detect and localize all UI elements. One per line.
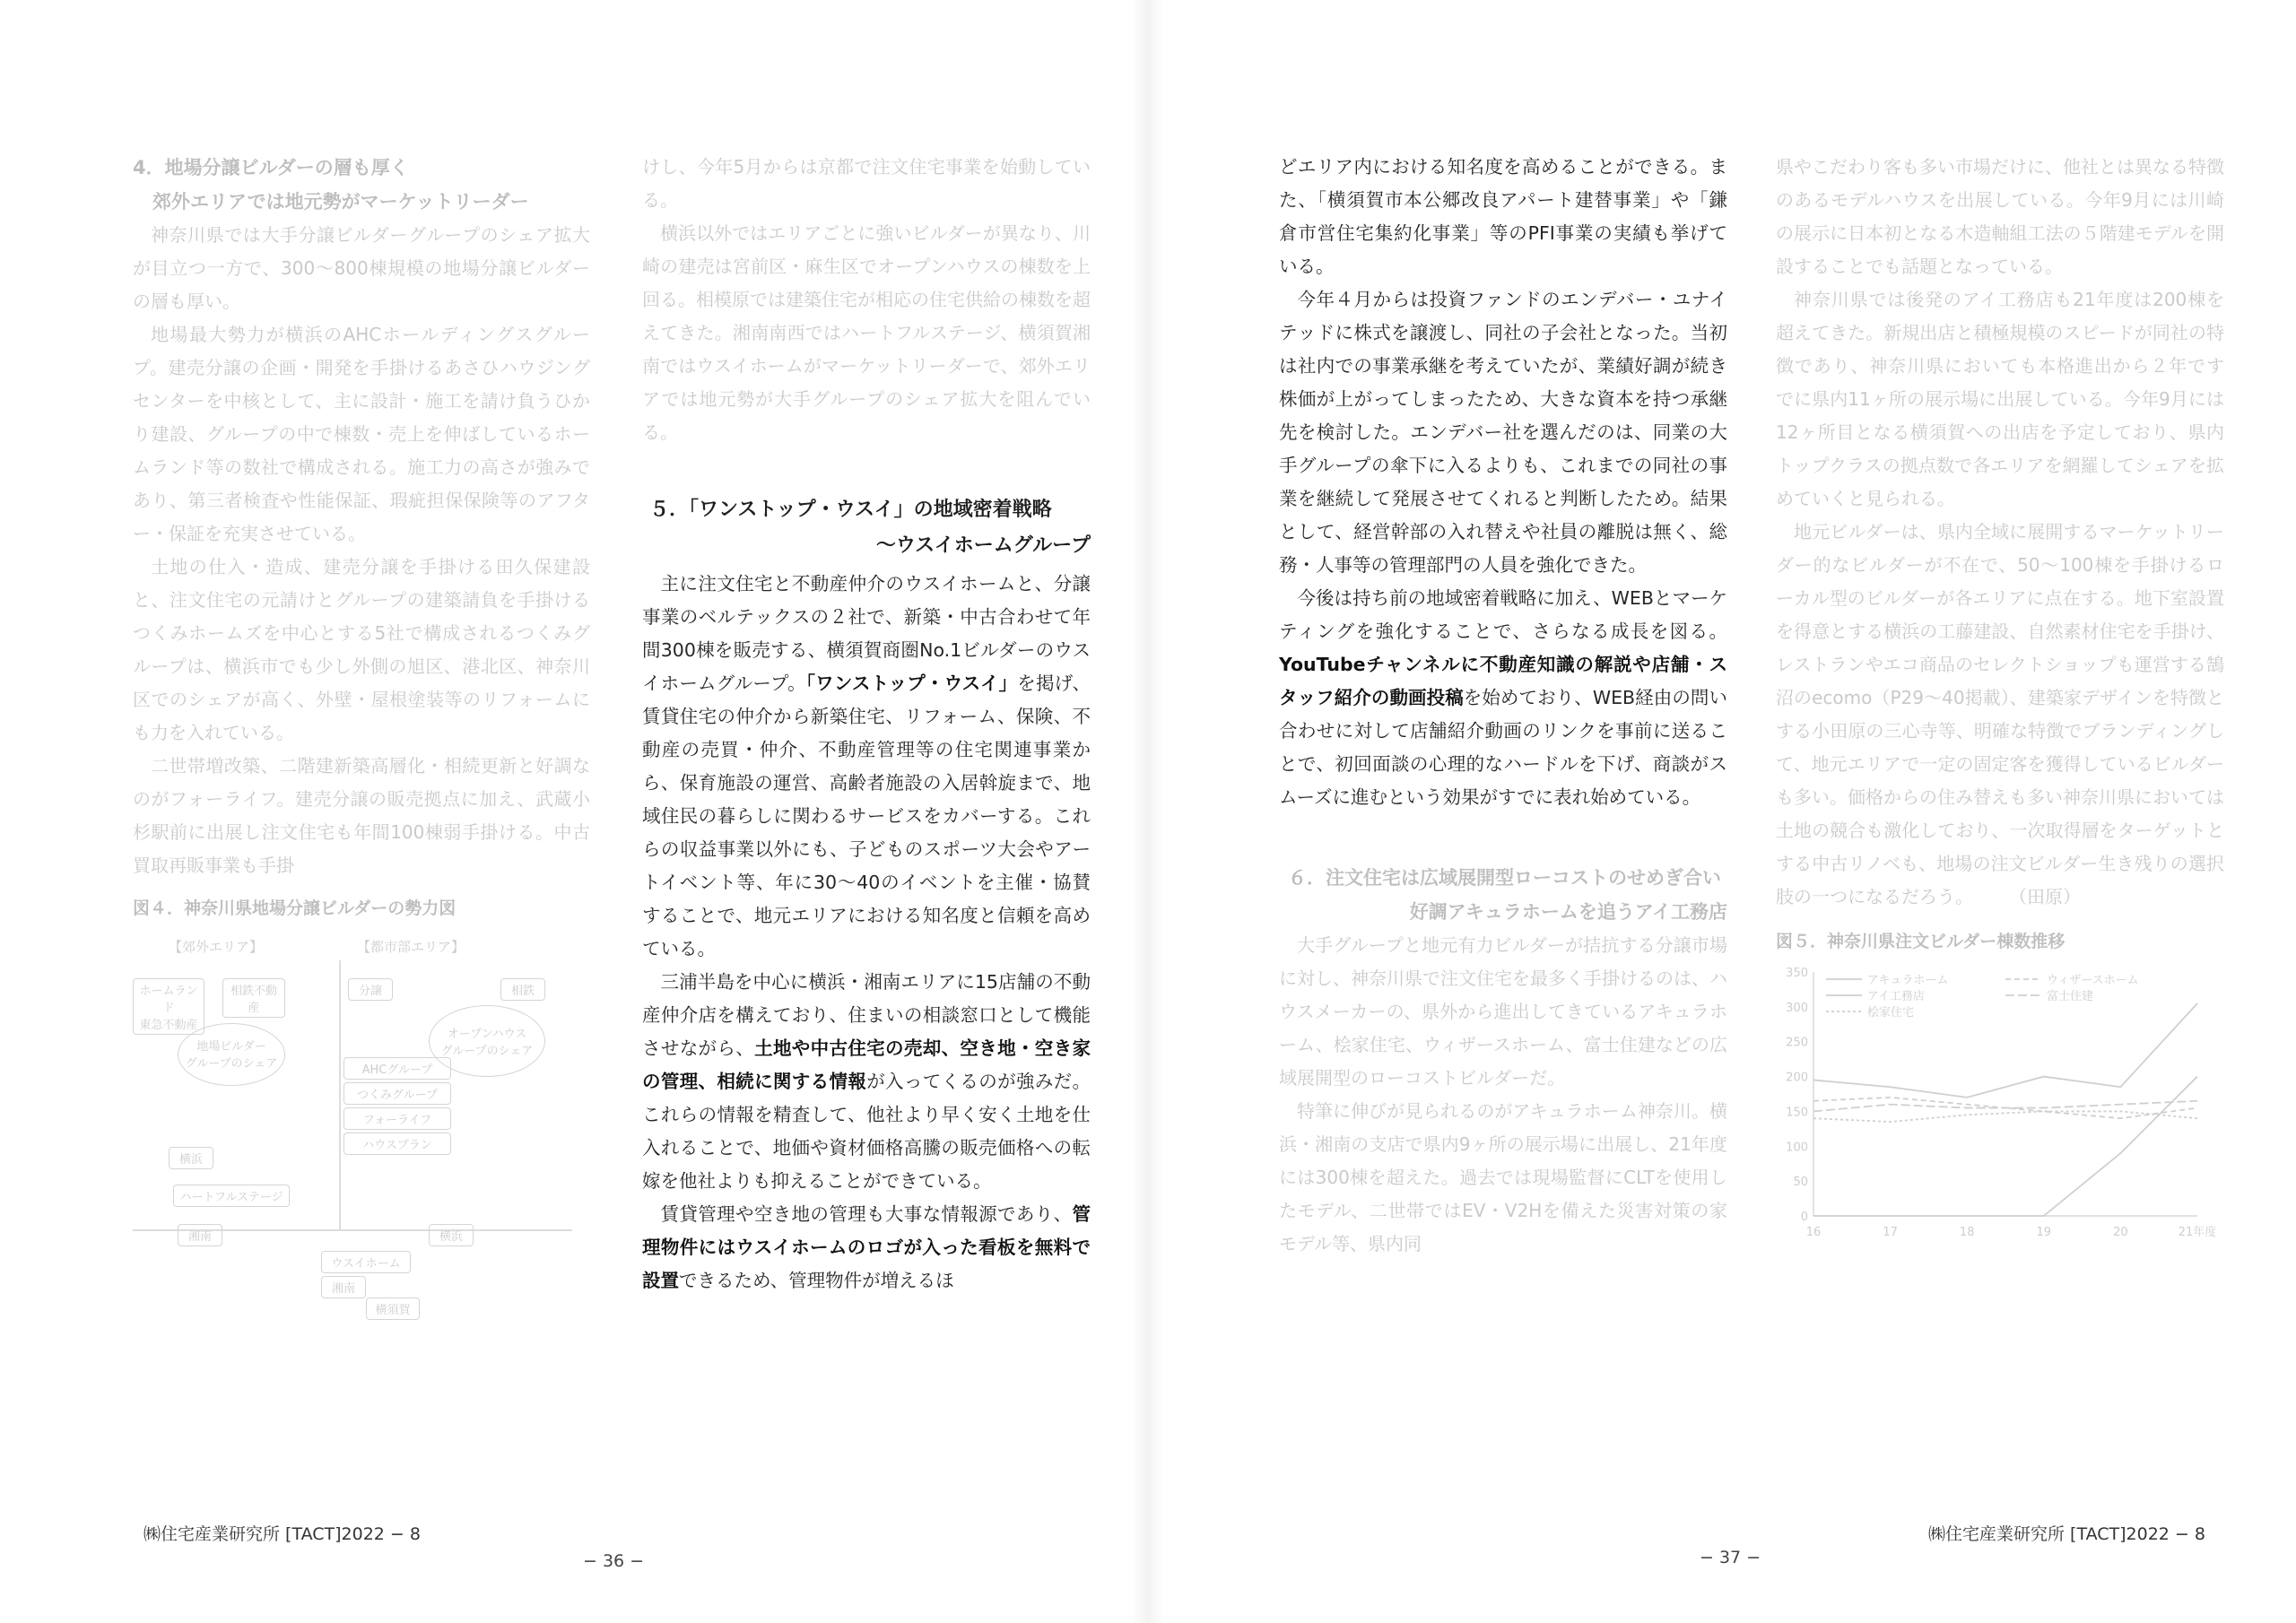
- paragraph: 県やこだわり客も多い市場だけに、他社とは異なる特徴のあるモデルハウスを出展している。今年9月には川崎の展示に日本初となる木造軸組工法の５階建モデルを開設することでも話題となっている。: [1776, 156, 2224, 277]
- left-col-1: [133, 151, 590, 1319]
- x-tick-label: 16: [1805, 1226, 1822, 1239]
- diagram-oval: オープンハウス グループのシェア: [429, 1005, 545, 1077]
- paragraph: 土地の仕入・造成、建売分譲を手掛ける田久保建設と、注文住宅の元請けとグループの建築請負を手掛けるつくみホームズを中心とする5社で構成されるつくみグループは、横浜市でも少し外側の旭区、港北区、神奈川区でのシェアが高く、外壁・屋根塗装等のリフォームにも力を入れている。: [133, 556, 590, 743]
- legend-label: アイ工務店: [1867, 990, 1925, 1003]
- diagram-box: フォーライフ: [344, 1107, 451, 1130]
- section-5-subtitle: 〜ウスイホームグループ: [875, 534, 1091, 557]
- paragraph: [1279, 582, 1727, 814]
- text-run: 三浦半島を中心に横浜・湘南エリアに15店舗の不動産仲介店を構えており、住まいの相談窓口として機能させながら、: [642, 971, 1091, 1059]
- diagram-box: 分譲: [348, 978, 393, 1001]
- section-5-title: ５．「ワンストップ・ウスイ」の地域密着戦略: [649, 499, 1052, 521]
- y-tick-label: 50: [1793, 1176, 1808, 1190]
- legend-label: 桧家住宅: [1867, 1006, 1915, 1020]
- left-col-2: [642, 151, 1091, 1298]
- y-tick-label: 200: [1786, 1071, 1808, 1085]
- series-line-4: [1813, 1101, 2197, 1112]
- x-tick-label: 18: [1959, 1226, 1975, 1239]
- diagram-box: 横須賀: [366, 1298, 420, 1320]
- text-run: 今後は持ち前の地域密着戦略に加え、WEBとマーケティングを強化することで、さらなる成長を図る。: [1279, 587, 1727, 642]
- figure-4-diagram: [133, 924, 581, 1319]
- text-run: 今年４月からは投資ファンドのエンデバー・ユナイテッドに株式を譲渡し、同社の子会社となった。当初は社内での事業承継を考えていたが、業績好調が続き株価が上がってしまったため、大きな資本を持つ承継先を検討した。エンデバー社を選んだのは、同業の大手グループの傘下に入るよりも、これまでの同社の事業を継続して発展させてくれると判断したため。結果として、経営幹部の入れ替えや社員の離脱は無く、総務・人事等の管理部門の人員を強化できた。: [1279, 289, 1727, 576]
- diagram-oval: 地場ビルダー グループのシェア: [178, 1023, 285, 1086]
- diagram-box: 湘南: [178, 1224, 222, 1246]
- section-6-continued: [1776, 151, 2224, 914]
- area-label: 【都市部エリア】: [357, 939, 465, 955]
- area-label: 【郊外エリア】: [169, 939, 264, 955]
- diagram-box: 湘南: [321, 1276, 366, 1298]
- section-5-heading: [642, 492, 1091, 564]
- emphasis-text: YouTubeチャンネルに不動産知識の解説や店舗・スタッフ紹介の動画投稿: [1279, 654, 1727, 708]
- diagram-box: ハートフルステージ: [173, 1185, 290, 1207]
- diagram-box: ハウスプラン: [344, 1133, 451, 1155]
- paragraph: [642, 1198, 1091, 1298]
- diagram-box: ホームランド 東急不動産: [133, 978, 204, 1035]
- series-line-5: [1813, 1111, 2197, 1122]
- paragraph: 神奈川県では大手分譲ビルダーグループのシェア拡大が目立つ一方で、300〜800棟規模の地場分譲ビルダーの層も厚い。: [133, 224, 590, 312]
- figure-4-caption: 図４．神奈川県地場分譲ビルダーの勢力図: [133, 898, 457, 918]
- paragraph: [642, 966, 1091, 1198]
- right-col-1: [1279, 151, 1727, 1261]
- text-run: を始めており、WEB経由の問い合わせに対して店舗紹介動画のリンクを事前に送ることで、初回面談の心理的なハードルを下げ、商談がスムーズに進むという効果がすでに表れ始めている。: [1279, 687, 1727, 808]
- paragraph: [642, 568, 1091, 966]
- x-tick-label: 20: [2113, 1226, 2128, 1239]
- paragraph: 地元ビルダーは、県内全域に展開するマーケットリーダー的なビルダーが不在で、50〜100棟を手掛けるローカル型のビルダーが各エリアに点在する。地下室設置を得意とする横浜の工藤建設、自然素材住宅を手掛け、レストランやエコ商品のセレクトショップも運営する鵠沼のecomo（P29〜40掲載）、建築家デザインを特徴とする小田原の三心寺等、明確な特徴でブランディングして、地元エリアで一定の固定客を獲得しているビルダーも多い。価格からの住み替えも多い神奈川県においては土地の競合も激化しており、一次取得層をターゲットとする中古リノベも、地場の注文ビルダー生き残りの選択肢の一つになるだろう。 （田原）: [1776, 521, 2224, 907]
- diagram-box: 相鉄不動産: [222, 978, 285, 1018]
- paragraph: けし、今年5月からは京都で注文住宅事業を始動している。: [642, 156, 1091, 211]
- section-6-subtitle: 好調アキュラホームを追うアイ工務店: [1409, 901, 1727, 923]
- text-run: できるため、管理物件が増えるほ: [679, 1270, 954, 1291]
- footer-org-right: ㈱住宅産業研究所 [TACT]2022 − 8: [1928, 1524, 2205, 1544]
- emphasis-text: 管理物件にはウスイホームのロゴが入った看板を無料で設置: [642, 1203, 1091, 1291]
- section-5-body: [642, 568, 1091, 1298]
- x-tick-label: 19: [2036, 1226, 2052, 1239]
- y-tick-label: 0: [1800, 1211, 1808, 1224]
- footer-org-left: ㈱住宅産業研究所 [TACT]2022 − 8: [144, 1524, 421, 1544]
- paragraph: [1279, 283, 1727, 582]
- paragraph: 地場最大勢力が横浜のAHCホールディングスグループ。建売分譲の企画・開発を手掛けるあさひハウジングセンターを中核として、主に設計・施工を請け負うひかり建設、グループの中で棟数・売上を伸ばしているホームランド等の数社で構成される。施工力の高さが強みであり、第三者検査や性能保証、瑕疵担保保険等のアフター・保証を充実させている。: [133, 324, 590, 544]
- legend-label: アキュラホーム: [1867, 974, 1949, 987]
- text-run: を掲げ、賃貸住宅の仲介から新築住宅、リフォーム、保険、不動産の売買・仲介、不動産管理等の住宅関連事業から、保育施設の運営、高齢者施設の入居斡旋まで、地域住民の暮らしに関わるサービスをカバーする。これらの収益事業以外にも、子どものスポーツ大会やアートイベント等、年に30〜40のイベントを主催・協賛することで、地元エリアにおける知名度と信頼を高めている。: [642, 673, 1091, 959]
- text-run: 主に注文住宅と不動産仲介のウスイホームと、分譲事業のベルテックスの２社で、新築・中古合わせて年間300棟を販売する、横須賀商圏No.1ビルダーのウスイホームグループ。: [642, 573, 1091, 694]
- paragraph: 横浜以外ではエリアごとに強いビルダーが異なり、川崎の建売は宮前区・麻生区でオープンハウスの棟数を上回る。相模原では建築住宅が相応の住宅供給の棟数を超えてきた。湘南南西ではハートフルステージ、横須賀湘南ではウスイホームがマーケットリーダーで、郊外エリアでは地元勢が大手グループのシェア拡大を阻んでいる。: [642, 222, 1091, 443]
- y-tick-label: 250: [1786, 1036, 1808, 1050]
- paragraph: 特筆に伸びが見られるのがアキュラホーム神奈川。横浜・湘南の支店で県内9ヶ所の展示場に出展し、21年度には300棟を超えた。過去では現場監督にCLTを使用したモデル、二世帯ではEV・V2Hを備えた災害対策の家モデル等、県内同: [1279, 1100, 1727, 1254]
- diagram-box: つくみグループ: [344, 1082, 451, 1105]
- section-6-heading: [1279, 861, 1727, 929]
- faded-continuation: [642, 151, 1091, 449]
- x-tick-label: 17: [1883, 1226, 1898, 1239]
- figure-5-line-chart: [1776, 959, 2215, 1246]
- y-tick-label: 150: [1786, 1106, 1808, 1120]
- section-6-body: [1279, 929, 1727, 1261]
- section-6-title: ６．注文住宅は広域展開型ローコストのせめぎ合い: [1288, 867, 1721, 889]
- paragraph: [1279, 151, 1727, 283]
- text-run: 賃貸管理や空き地の管理も大事な情報源であり、: [660, 1203, 1073, 1225]
- paragraph: 大手グループと地元有力ビルダーが拮抗する分譲市場に対し、神奈川県で注文住宅を最多く手掛けるのは、ハウスメーカーの、県外から進出してきているアキュラホーム、桧家住宅、ウィザースホーム、富士住建などの広域展開型のローコストビルダーだ。: [1279, 934, 1727, 1089]
- series-line-3: [1813, 1077, 2197, 1216]
- paragraph: 神奈川県では後発のアイ工務店も21年度は200棟を超えてきた。新規出店と積極規模のスピードが同社の特徴であり、神奈川県においても本格進出から２年ですでに県内11ヶ所の展示場に出展している。今年9月には12ヶ所目となる横須賀への出店を予定しており、県内トップクラスの拠点数で各エリアを網羅してシェアを拡めていくと見られる。: [1776, 289, 2224, 509]
- text-run: が入ってくるのが強みだ。これらの情報を精査して、他社より早く安く土地を仕入れることで、地価や資材価格高騰の販売価格への転嫁を他社よりも抑えることができている。: [642, 1071, 1091, 1192]
- diagram-box: 相鉄: [500, 978, 545, 1001]
- diagram-box: 横浜: [169, 1147, 213, 1169]
- right-page: [1148, 0, 2296, 1623]
- legend-label: ウィザースホーム: [2047, 974, 2139, 987]
- diagram-box: AHCグループ: [344, 1057, 451, 1080]
- legend-label: 富士住建: [2047, 990, 2094, 1003]
- text-run: どエリア内における知名度を高めることができる。また、「横須賀市本公郷改良アパート建替事業」や「鎌倉市営住宅集約化事業」等のPFI事業の実績も挙げている。: [1279, 156, 1727, 277]
- section-4-subheading: 郊外エリアでは地元勢がマーケットリーダー: [152, 191, 529, 213]
- x-tick-label: 21年度: [2178, 1226, 2215, 1239]
- y-tick-label: 350: [1786, 967, 1808, 980]
- diagram-box: ウスイホーム: [321, 1251, 411, 1273]
- page-number-left: − 36 −: [583, 1551, 645, 1571]
- page-number-right: − 37 −: [1700, 1548, 1761, 1567]
- emphasis-text: 「ワンストップ・ウスイ」: [805, 673, 1018, 694]
- right-col-2: [1776, 151, 2224, 1250]
- emphasis-text: 土地や中古住宅の売却、空き地・空き家の管理、相続に関する情報: [642, 1037, 1091, 1092]
- y-tick-label: 300: [1786, 1001, 1808, 1015]
- diagram-box: 横浜: [429, 1224, 474, 1246]
- section-4-heading: 4．地場分譲ビルダーの層も厚く: [133, 157, 409, 178]
- figure-5-caption: 図５．神奈川県注文ビルダー棟数推移: [1776, 932, 2066, 951]
- diagram-divider: [339, 960, 341, 1229]
- section-4-body: [133, 219, 590, 882]
- y-tick-label: 100: [1786, 1141, 1808, 1155]
- section-5-continued: [1279, 151, 1727, 814]
- paragraph: 二世帯増改築、二階建新築高層化・相続更新と好調なのがフォーライフ。建売分譲の販売拠点に加え、武蔵小杉駅前に出展し注文住宅も年間100棟弱手掛ける。中古買取再販事業も手掛: [133, 755, 590, 876]
